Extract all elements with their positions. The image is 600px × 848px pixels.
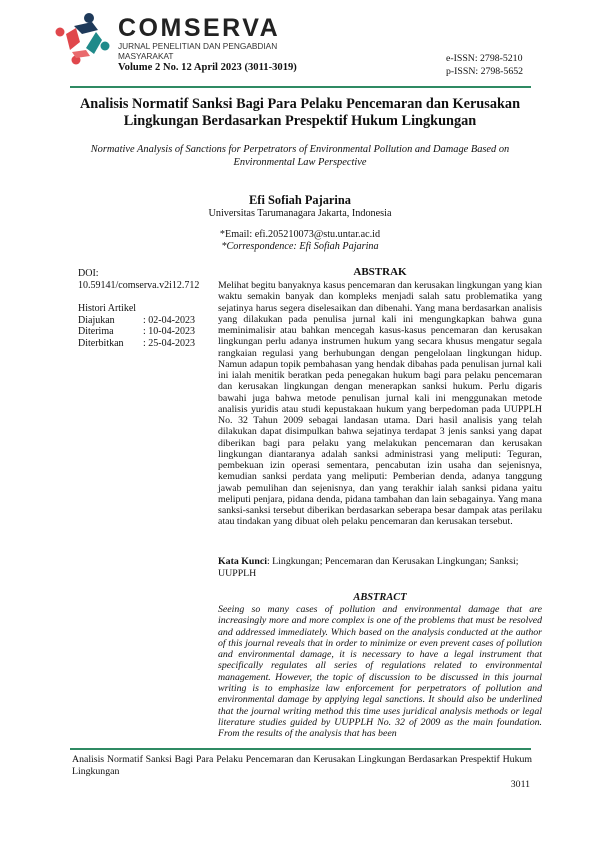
history-row	[78, 326, 218, 338]
page-number: 3011	[510, 779, 530, 790]
abstrak-heading: ABSTRAK	[353, 266, 407, 278]
history-label: Histori Artikel	[78, 303, 137, 315]
journal-volume: Volume 2 No. 12 April 2023 (3011-3019)	[118, 62, 297, 73]
author-affiliation: Universitas Tarumanagara Jakarta, Indonesia	[208, 208, 392, 219]
comserva-logo-icon	[52, 12, 112, 66]
history-row-label: Diterima	[78, 326, 114, 338]
keywords-label: Kata Kunci	[218, 556, 267, 567]
doi-link[interactable]: 10.59141/comserva.v2i12.712	[78, 279, 200, 291]
history-row	[78, 315, 218, 327]
keywords-list: : Lingkungan; Pencemaran dan Kerusakan Lingkungan; Sanksi; UUPPLH	[218, 556, 519, 579]
history-row-label: Diterbitkan	[78, 337, 124, 349]
author-email[interactable]: *Email: efi.205210073@stu.untar.ac.id	[219, 229, 381, 240]
contact-block	[0, 229, 600, 252]
history-row-label: Diajukan	[78, 314, 115, 326]
history-row	[78, 338, 218, 350]
history-row-date: : 02-04-2023	[143, 315, 195, 327]
article-title-english: Normative Analysis of Sanctions for Perpetrators of Environmental Pollution and Damage Based on Environmental Law Perspective	[90, 144, 510, 168]
p-issn: p-ISSN: 2798-5652	[446, 65, 524, 77]
abstract-body: Seeing so many cases of pollution and environmental damage that are increasingly more and more complex is one of the problems that must be resolved and addressed immediately. Which based on the analysis conducted at the author of this journal reveals that in order to minimize or even prevent cases of pollution and environmental damage, it is necessary to have a legal instrument that specifically regulates all series of regulations related to environmental management. However, the topic of discussion to be discussed in this journal writing is to emphasize law enforcement for perpetrators of pollution and environmental damage by applying legal sanctions. It should also be underlined that the journal writing method this time uses juridical analysis methods or legal literature studies guided by UUPPLH No. 32 of 2009 as the main foundation. From the results of the analysis that has been	[218, 604, 542, 740]
correspondence: *Correspondence: Efi Sofiah Pajarina	[221, 240, 379, 252]
journal-brand	[118, 15, 288, 61]
issn-block	[446, 53, 523, 78]
e-issn: e-ISSN: 2798-5210	[446, 53, 523, 64]
history-row-date: : 25-04-2023	[143, 338, 195, 350]
keywords	[218, 556, 542, 579]
article-title: Analisis Normatif Sanksi Bagi Para Pelaku Pencemaran dan Kerusakan Lingkungan Berdasarkan Prespektif Hukum Lingkungan	[79, 96, 521, 129]
abstract-heading: ABSTRACT	[353, 592, 407, 603]
article-metadata	[78, 268, 218, 350]
journal-subtitle: JURNAL PENELITIAN DAN PENGABDIAN MASYARAKAT	[118, 41, 278, 61]
footer-divider	[70, 748, 531, 750]
header-divider	[70, 86, 531, 88]
journal-name: COMSERVA	[118, 14, 281, 42]
doi-label: DOI:	[78, 268, 99, 279]
author-name: Efi Sofiah Pajarina	[249, 193, 351, 207]
abstrak-body: Melihat begitu banyaknya kasus pencemaran dan kerusakan lingkungan yang kian waktu semakin banyak dan kompleks menjadi salah satu problematika yang sejatinya harus segera diselesaikan dan dibenahi. Yang mana berdasarkan analisis yang dilakukan pada penulisa jurnal kali ini mengungkapkan bahwa guna meminimalisir atau bahkan mencegah kasus-kasus pencemaran dan kerusakan lingkungan perlu adanya instrumen hukum yang secara khusus mengatur segala rangkaian regulasi yang berhubungan dengan pengelolaan lingkungan hidup. Namun adapun topik pembahasan yang hendak dibahas pada penulisan jurnal kali ini ialah menitik beratkan peda penegakan hukum bagi para pelaku pencemaran dan kerusakan lingkungan dengan menerapkan sanksi hukum. Perlu digaris bawahi juga bahwa metode penulisan jurnal kali ini menggunakan metode analisis yuridis atau studi kepustakaan hukum yang berpedoman pada UUPPLH No. 32 Tahun 2009 sebagai landasan utama. Dari hasil analisis yang telah dilakukan dapat disimpulkan bahwa sejatinya terdapat 3 jenis sanksi yang dapat diberikan bagi para pelaku yang melakukan pencemaran dan kerusakan lingkungan diantaranya adalah sanksi administrasi yang meliputi: Teguran, pembekuan izin operasi sementara, pencabutan izin usaha dan sejenisnya, kemudian sanksi perdata yang meliputi: Pemberian denda, adanya tanggung jawab pemulihan dan sejenisnya, dan yang terakhir ialah sanksi pidana yaitu meliputi penjara, pidana denda, pidana tambahan dan lain sebagainya. Yang mana sanksi-sanksi tersebut diberikan berdasarkan seberapa besar dampak atas perilaku atau tindakan yang dibuat oleh pelaku pencemaran dan kerusakan tersebut.	[218, 280, 542, 528]
history-row-date: : 10-04-2023	[143, 326, 195, 338]
running-title: Analisis Normatif Sanksi Bagi Para Pelaku Pencemaran dan Kerusakan Lingkungan Berdasarkan Prespektif Hukum Lingkungan	[72, 754, 532, 777]
